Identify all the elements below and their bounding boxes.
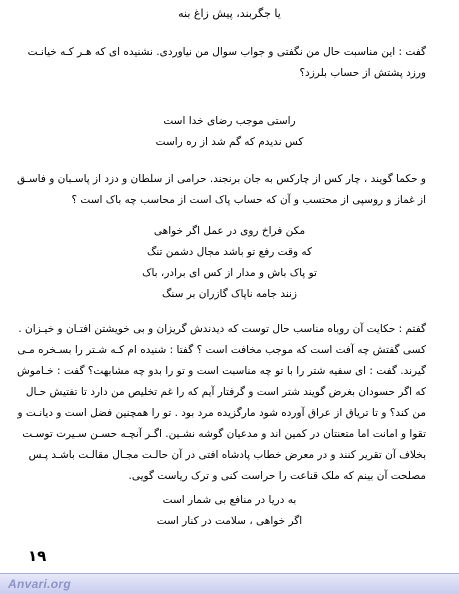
verse-line: مکن فراخ روی در عمل اگر خواهی [153,225,306,237]
verse-2 [0,221,459,305]
paragraph-3 [17,319,426,487]
verse-line: راستی موجب رضای خدا است [163,115,296,127]
verse-line: اگر خواهی ، سلامت در کنار است [156,515,303,527]
verse-line: زنند جامه ناپاک گازران بر سنگ [162,288,297,300]
page-number: ۱۹ [28,547,47,565]
watermark-logo: Anvari.org [8,577,72,591]
paragraph-2 [17,169,426,211]
paragraph-line: گفتم : حکایت آن روباه مناسب حال توست که دیدندش گریزان و بی خویشتن افتـان و خیـزان . [18,323,426,335]
paragraph-line: تقوا و امانت اما متعنتان در کمین اند و مدعیان گوشه نشـین. اگـر آنچـه حسـن سـیرت توسـت [22,428,426,440]
paragraph-1 [27,42,426,84]
footer-band [0,573,459,594]
paragraph-line: ورزد پشتش از حساب بلرزد؟ [299,67,426,79]
verse-1 [0,111,459,153]
paragraph-line: و حکما گویند ، چار کس از چارکس به جان برنجند. حرامی از سلطان و دزد از پاسـبان و فاسـق [17,173,426,185]
verse-line: کس ندیدم که گم شد از ره راست [155,136,304,148]
verse-line: به دریا در منافع بی شمار است [162,494,297,506]
paragraph-line: از غماز و روسپی از محتسب و آن که حساب پاک است از محاسب چه باک است ؟ [71,194,426,206]
paragraph-line: که اگر حسودان بغرض گویند شتر است و گرفتار آیم که را غم تخلیص من دارد تا تفتیش حـال [25,386,426,398]
paragraph-line: کسی گفتش چه آفت است که موجب مخافت است ؟ گفتا : شنیده ام کـه شـتر را بسـخره مـی [17,344,426,356]
verse-line: تو پاک باش و مدار از کس ای برادر، باک [142,267,317,279]
paragraph-line: گفت : این مناسبت حال من نگفتی و جواب سوال من نیاوردی. نشنیده ای که هـر کـه خیانـت [27,46,426,58]
paragraph-line: بخلاف آن تقریر کنند و در معرض خطاب پادشاه افتی در آن حالـت مجـال مقالـت باشـد پـس [28,449,426,461]
paragraph-line: من کند؟ و تا تریاق از عراق آورده شود مارگزیده مرد بود . تو را همچنین فضل است و دیانـت و [17,407,426,419]
verse-line: که وقت رفع تو باشد مجال دشمن تنگ [146,246,313,258]
paragraph-line: گیرند. گفت : ای سفیه شتر را با تو چه مناسبت است و تو را بدو چه مشابهت؟ گفت : خـاموش [17,365,426,377]
page-header-title: یا جگربند، پیش زاغ بنه [178,7,281,20]
paragraph-line: مصلحت آن بینم که ملک قناعت را حراست کنی و ترک ریاست گویی. [128,470,426,482]
verse-3 [0,490,459,532]
